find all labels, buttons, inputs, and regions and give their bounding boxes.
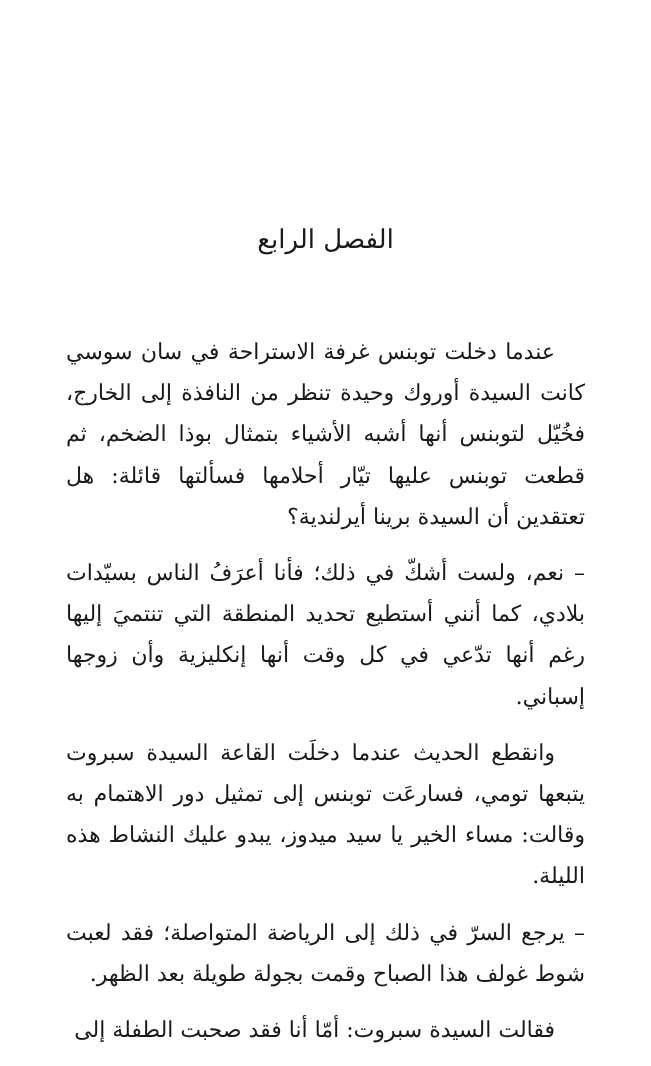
paragraph: فقالت السيدة سبروت: أمّا أنا فقد صحبت الطفلة إلى xyxy=(74,1018,555,1044)
paragraph: – يرجع السرّ في ذلك إلى الرياضة المتواصلة؛ فقد لعبت شوط غولف هذا الصباح وقمت بجولة طويلة بعد الظهر. xyxy=(66,920,585,987)
chapter-body xyxy=(66,332,585,1066)
paragraph: عندما دخلت توبنس غرفة الاستراحة في سان سوسي كانت السيدة أوروك وحيدة تنظر من النافذة إلى الخارج، فخُيّل لتوبنس أنها أشبه الأشياء بتمثال بوذا الضخم، ثم قطعت توبنس عليها تيّار أحلامها فسألتها قائلة: هل تعتقدين أن السيدة برينا أيرلندية؟ xyxy=(66,340,585,530)
chapter-title: الفصل الرابع xyxy=(257,225,394,255)
paragraph: وانقطع الحديث عندما دخلَت القاعة السيدة سبروت يتبعها تومي، فسارعَت توبنس إلى تمثيل دور الاهتمام به وقالت: مساء الخير يا سيد ميدوز، يبدو عليك النشاط هذه الليلة. xyxy=(66,740,585,890)
paragraph: – نعم، ولست أشكّ في ذلك؛ فأنا أعرَفُ الناس بسيّدات بلادي، كما أنني أستطيع تحديد المنطقة التي تنتميَ إليها رغم أنها تدّعي في كل وقت أنها إنكليزية وأن زوجها إسباني. xyxy=(66,561,585,710)
